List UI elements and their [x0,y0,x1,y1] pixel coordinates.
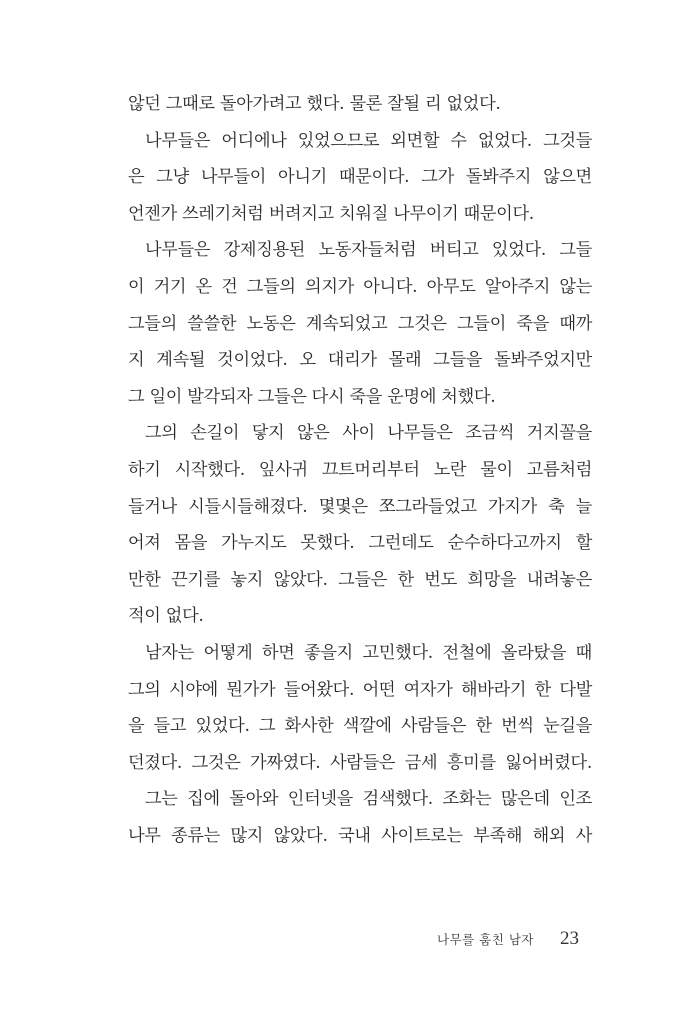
text-line: 그는 집에 돌아와 인터넷을 검색했다. 조화는 많은데 인조 [145,789,592,810]
text-line: 던졌다. 그것은 가짜였다. 사람들은 금세 흥미를 잃어버렸다. [128,752,592,773]
text-line: 하기 시작했다. 잎사귀 끄트머리부터 노란 물이 고름처럼 [128,459,592,480]
text-line: 지 계속될 것이었다. 오 대리가 몰래 그들을 돌봐주었지만 [128,350,592,371]
text-line: 남자는 어떻게 하면 좋을지 고민했다. 전철에 올라탔을 때 [145,642,592,663]
text-line: 어져 몸을 가누지도 못했다. 그런데도 순수하다고까지 할 [128,533,592,554]
text-line: 이 거기 온 건 그들의 의지가 아니다. 아무도 알아주지 않는 [128,276,592,297]
text-line: 않던 그때로 돌아가려고 했다. 물론 잘될 리 없었다. [128,94,501,114]
text-line: 나무 종류는 많지 않았다. 국내 사이트로는 부족해 해외 사 [128,825,592,846]
text-line: 을 들고 있었다. 그 화사한 색깔에 사람들은 한 번씩 눈길을 [128,716,592,737]
text-line: 그들의 쓸쓸한 노동은 계속되었고 그것은 그들이 죽을 때까 [128,313,592,334]
text-line: 적이 없다. [128,606,204,627]
text-line: 그의 손길이 닿지 않은 사이 나무들은 조금씩 거지꼴을 [145,423,592,444]
running-title: 나무를 훔친 남자 [437,932,534,947]
text-line: 은 그냥 나무들이 아니기 때문이다. 그가 돌봐주지 않으면 [128,167,592,188]
text-line: 언젠가 쓰레기처럼 버려지고 치워질 나무이기 때문이다. [128,203,534,224]
text-line: 그의 시야에 뭔가가 들어왔다. 어떤 여자가 해바라기 한 다발 [128,679,592,700]
text-line: 나무들은 강제징용된 노동자들처럼 버티고 있었다. 그들 [145,240,592,261]
running-footer [437,928,579,950]
body-text [128,86,592,854]
text-line: 그 일이 발각되자 그들은 다시 죽을 운명에 처했다. [128,386,496,407]
text-line: 나무들은 어디에나 있었으므로 외면할 수 없었다. 그것들 [145,130,592,151]
text-line: 만한 끈기를 놓지 않았다. 그들은 한 번도 희망을 내려놓은 [128,569,592,590]
page-number: 23 [560,928,579,949]
text-line: 들거나 시들시들해졌다. 몇몇은 쪼그라들었고 가지가 축 늘 [128,496,592,517]
